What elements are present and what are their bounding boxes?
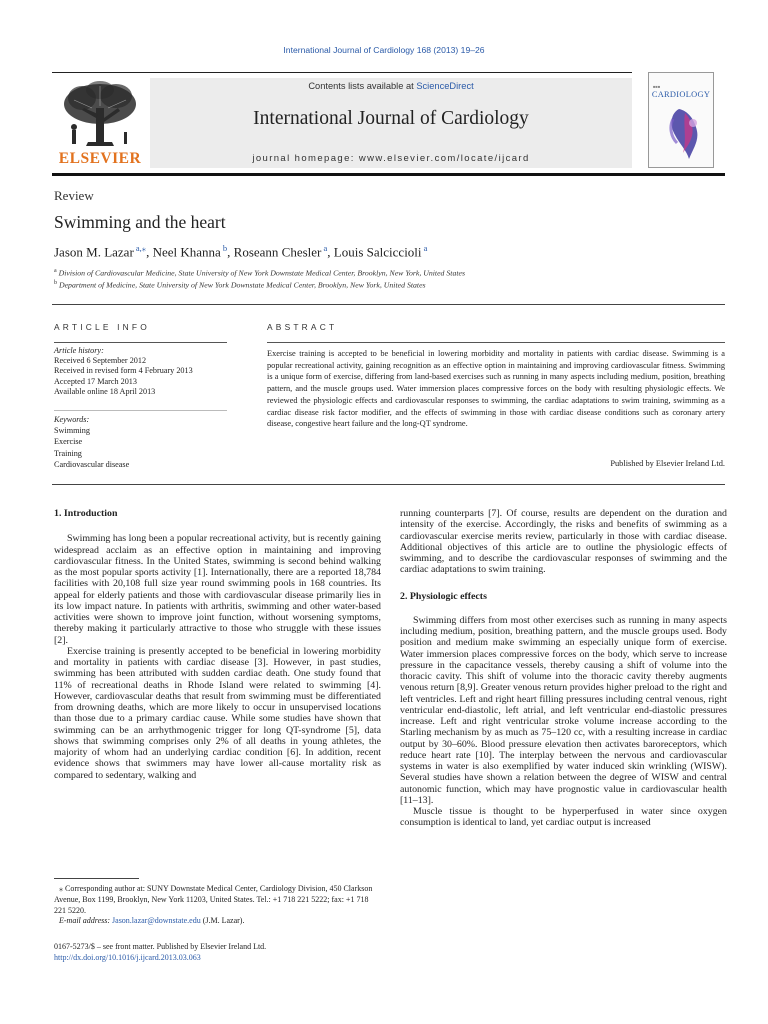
abstract-divider [267, 342, 725, 343]
header-thick-divider [52, 173, 725, 176]
body-paragraph: Swimming differs from most other exercises such as running in many aspects including medium, position, breathing pattern, and the muscle groups used. Body position and medium make swimming an especially unique form of exercise. Water immersion places compressive forces on the body, which serve to increase pressure in the capacitance vessels, thereby causing a shift of volume into the thoracic cavity. This shift of volume into the thoracic cavity thereby augments venous return [8,9]. Greater venous return provides higher preload to the right and left ventricles. Left and right heart filling pressures including central venous, right ventricular end-diastolic, left atrial, and left ventricular end-diastolic pressures increase. Left and right ventricular stroke volume increase according to the Starling mechanism by as much as 75–120 cc, with a resulting increase in cardiac output by 30–60%. Blood pressure elevation then activates baroreceptors, which reduce heart rate [10]. The interplay between the nervous and cardiovascular systems in water is also exemplified by water induced skin wrinkling (WISW). Several studies have shown a relation between the degree of WISW and central autonomic function, which may have prognostic value in cardiovascular health [11–13]. [400, 614, 727, 806]
abstract-text: Exercise training is accepted to be beneficial in lowering morbidity and mortality in patients with cardiac disease. Swimming is a popular recreational activity, gaining recognition as an effective option in maintaining and improving cardiovascular fitness. Swimming is a unique form of exercise, differing from land-based exercises such as running in many aspects including medium, position, breathing pattern, and the muscle groups used. Water immersion places compressive forces on the body with resulting physiologic effects. We reviewed the physiologic effects and cardiovascular responses to swimming, the cardiac adaptations to swim training, swimming as a cardiac disease risk factor modifier, and the effects of swimming in those with cardiac disease conditions such as coronary artery disease, congestive heart failure and the long-QT syndrome. [267, 349, 725, 429]
author-name[interactable]: Neel Khanna [152, 244, 221, 260]
front-matter-note: 0167-5273/$ – see front matter. Published by Elsevier Ireland Ltd. [54, 942, 267, 951]
journal-title: International Journal of Cardiology [253, 108, 529, 129]
journal-cover-thumbnail[interactable] [648, 72, 714, 168]
footnotes [54, 884, 381, 927]
cover-top-marks: ■■■ [653, 84, 661, 89]
contents-prefix: Contents lists available at [308, 81, 417, 91]
article-title: Swimming and the heart [54, 212, 226, 232]
journal-citation[interactable]: International Journal of Cardiology 168 (2013) 19–26 [283, 45, 485, 55]
abstract-heading: ABSTRACT [267, 322, 338, 332]
history-item: Available online 18 April 2013 [54, 386, 156, 396]
author-affiliation-mark[interactable]: b [222, 243, 228, 253]
author-affiliation-mark[interactable]: a [423, 243, 428, 253]
email-suffix: (J.M. Lazar). [200, 916, 245, 926]
email-link[interactable]: Jason.lazar@downstate.edu [112, 916, 201, 926]
affiliation-text: Division of Cardiovascular Medicine, State University of New York Downstate Medical Center, Brooklyn, New York, United States [58, 268, 466, 278]
journal-masthead [52, 78, 632, 168]
affiliation-mark: a [54, 268, 57, 274]
keyword: Exercise [54, 437, 83, 447]
history-item: Received in revised form 4 February 2013 [54, 366, 193, 376]
article-info-heading: ARTICLE INFO [54, 322, 150, 332]
affiliation-mark: b [54, 280, 57, 286]
section-heading-introduction: 1. Introduction [54, 508, 118, 519]
elsevier-wordmark[interactable]: ELSEVIER [58, 150, 142, 167]
abstract-publisher-note: Published by Elsevier Ireland Ltd. [610, 459, 725, 468]
doi-link[interactable]: http://dx.doi.org/10.1016/j.ijcard.2013.03.063 [54, 953, 201, 962]
body-paragraph: Muscle tissue is thought to be hyperperfused in water since oxygen consumption is identical to land, yet cardiac output is increased [400, 806, 727, 829]
front-matter [54, 941, 266, 963]
cover-title: CARDIOLOGY [651, 90, 711, 99]
journal-homepage-link[interactable]: journal homepage: www.elsevier.com/locate/ijcard [252, 153, 530, 164]
sciencedirect-link[interactable]: ScienceDirect [416, 81, 474, 91]
body-column-right [400, 508, 727, 829]
keyword: Training [54, 448, 82, 458]
email-label: E-mail address: [59, 916, 111, 926]
keywords-label: Keywords: [54, 415, 90, 424]
article-history [54, 346, 193, 397]
body-paragraph: Exercise training is presently accepted to be beneficial in lowering morbidity and mortality in patients with cardiac disease [3]. However, in past studies, swimming has been attributed with sudden cardiac death. One study found that 11% of recreational deaths in Rhode Island were related to swimming [4]. However, cardiovascular deaths that result from swimming must be differentiated from drowning deaths, which are more likely to occur in unsupervised locations than those due to a primary cardiac cause. While some studies have shown that swimming can be an arrhythmogenic trigger for long QT-syndrome [5], data shows that swimming comprises only 2% of all deaths in young athletes, the majority of whom had an underlying cardiac condition [6]. In addition, recent evidence shows that swimmers may have lower all-cause mortality risk as compared to sedentary, walking and [54, 645, 381, 781]
keywords-list [54, 414, 129, 470]
keyword: Cardiovascular disease [54, 459, 130, 469]
author-name[interactable]: Jason M. Lazar [54, 244, 134, 260]
contents-line [150, 81, 632, 91]
author-affiliation-mark[interactable]: a,⁎ [135, 243, 147, 253]
body-paragraph: Swimming has long been a popular recreational activity, but is recently gaining widespread acclaim as an effective option in maintaining and improving cardiovascular fitness. In the United States, swimming is second behind walking as the most popular sports activity [1]. Internationally, there are a reported 18,784 facilities with 20,108 full size year round swimming pools in 168 countries. Its appeal for elderly patients and those with cardiovascular disease primarily lies in its low impact nature. In patients with arthritis, swimming and other water-based activities were shown to improve joint function, without worsening symptoms, thereby making it particularly attractive to those who struggle with these issues [2]. [54, 533, 381, 646]
cover-heart-artwork-icon [649, 73, 714, 168]
abstract-end-divider [52, 484, 725, 485]
article-info-divider [54, 342, 227, 343]
email-note [54, 916, 381, 927]
author-name[interactable]: Louis Salciccioli [333, 244, 422, 260]
author-affiliation-mark[interactable]: a [323, 243, 328, 253]
history-item: Received 6 September 2012 [54, 356, 147, 366]
affiliation-a [54, 268, 465, 278]
header-divider [52, 72, 632, 73]
article-type: Review [54, 188, 94, 203]
body-paragraph: running counterparts [7]. Of course, results are dependent on the duration and intensity of the exercise. Accordingly, the risks and benefits of swimming as a cardiovascular exercise merits review, particularly in those with cardiac disease. Additional objectives of this article are to outline the physiologic effects of swimming, and to describe the cardiovascular responses of swimming and the cardiac adaptations to swim training. [400, 508, 727, 576]
section-heading-physiologic-effects: 2. Physiologic effects [400, 590, 487, 602]
keywords-divider [54, 410, 227, 411]
section-divider [52, 304, 725, 305]
footnote-divider [54, 878, 139, 879]
author-name[interactable]: Roseann Chesler [233, 244, 322, 260]
history-label: Article history: [54, 346, 104, 355]
history-item: Accepted 17 March 2013 [54, 376, 137, 386]
corresponding-author-note: ⁎ Corresponding author at: SUNY Downstate Medical Center, Cardiology Division, 450 Clarkson Avenue, Box 1199, Brooklyn, New York 11203, United States. Tel.: +1 718 221 5222; fax: +1 718 221 5220. [54, 884, 373, 915]
body-column-left [54, 508, 381, 781]
affiliation-b [54, 280, 426, 290]
keyword: Swimming [54, 426, 90, 436]
journal-title-box [150, 78, 632, 168]
author-list: Jason M. Lazar $^{a,⁎}$, Neel Khanna $^b$, Roseann Chesler $^a$, Louis Salciccioli $^a$ [54, 243, 428, 260]
affiliation-text: Department of Medicine, State University of New York Downstate Medical Center, Brooklyn, New York, United States [58, 280, 426, 290]
